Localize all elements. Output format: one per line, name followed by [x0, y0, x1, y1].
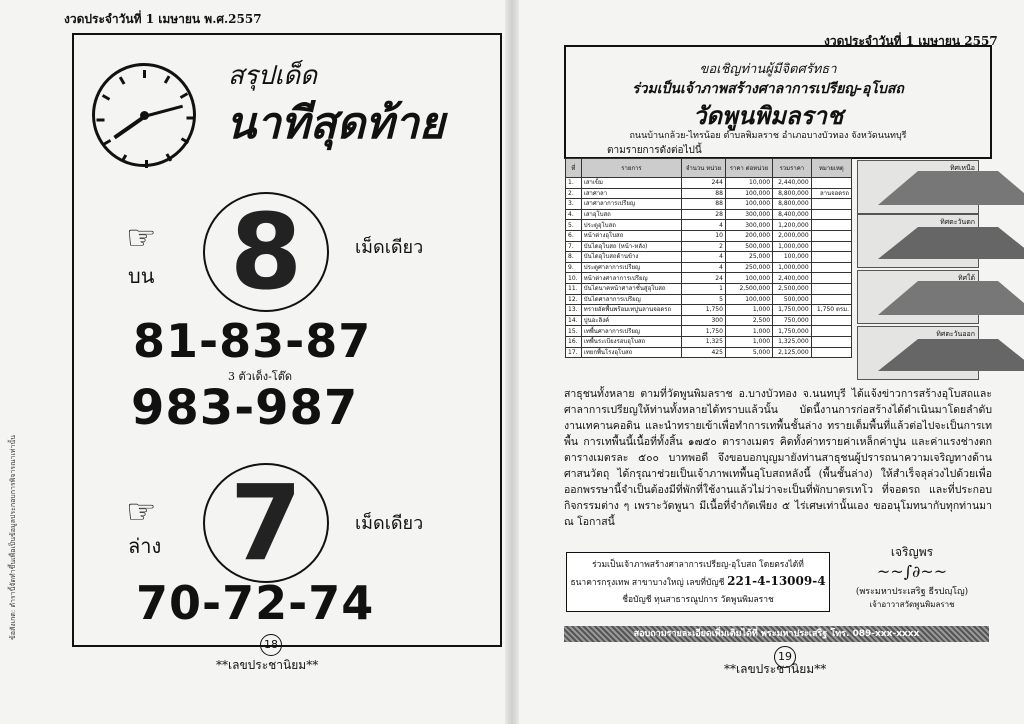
- table-cell: 10,000: [725, 178, 772, 189]
- table-cell: 244: [682, 178, 726, 189]
- table-row: [566, 230, 852, 241]
- table-row: [566, 326, 852, 337]
- bank-line3: ชื่อบัญชี ทุนสาธารณูปการ วัดพูนพิมลราช: [622, 595, 774, 605]
- table-cell: [811, 283, 851, 294]
- top-digit-circle: [203, 192, 329, 312]
- signature-block: [832, 543, 992, 611]
- table-cell: [811, 252, 851, 263]
- table-cell: 300: [682, 315, 726, 326]
- donation-table: [565, 158, 852, 358]
- table-header: ที่: [566, 159, 582, 178]
- table-row: [566, 241, 852, 252]
- table-cell: เทยกพื้นโรงอุโบสถ: [581, 347, 681, 358]
- right-page: [512, 0, 1024, 724]
- table-row: [566, 262, 852, 273]
- table-cell: ประตูศาลาการเปรียญ: [581, 262, 681, 273]
- bank-line2: ธนาคารกรุงเทพ สาขาบางใหญ่ เลขที่บัญชี: [570, 578, 725, 588]
- table-cell: 1,750,000: [773, 326, 812, 337]
- table-row: [566, 199, 852, 210]
- table-cell: 2,440,000: [773, 178, 812, 189]
- table-cell: 9.: [566, 262, 582, 273]
- table-cell: 3.: [566, 199, 582, 210]
- table-row: [566, 305, 852, 316]
- table-cell: [811, 336, 851, 347]
- table-cell: [811, 262, 851, 273]
- table-cell: เทพื้นระเบียงรอบอุโบสถ: [581, 336, 681, 347]
- table-cell: [811, 347, 851, 358]
- table-cell: ลานจอดรถ: [811, 188, 851, 199]
- table-cell: 8,400,000: [773, 209, 812, 220]
- table-cell: 10.: [566, 273, 582, 284]
- table-cell: 2.: [566, 188, 582, 199]
- table-cell: ทรายอัดพื้นพร้อมเทปูนลานจอดรถ: [581, 305, 681, 316]
- table-cell: 1.: [566, 178, 582, 189]
- temple-label: ทิศใต้: [957, 274, 975, 282]
- table-header: จำนวน หน่วย: [682, 159, 726, 178]
- table-cell: 7.: [566, 241, 582, 252]
- table-cell: เทพื้นศาลาการเปรียญ: [581, 326, 681, 337]
- temple-illustration: [857, 214, 979, 268]
- table-cell: [811, 230, 851, 241]
- temple-label: ทิศตะวันออก: [936, 330, 975, 338]
- table-cell: 4: [682, 262, 726, 273]
- table-row: [566, 178, 852, 189]
- table-cell: บันไดอุโบสถด้านข้าง: [581, 252, 681, 263]
- table-cell: 5: [682, 294, 726, 305]
- table-cell: เสาเข็ม: [581, 178, 681, 189]
- right-header: งวดประจำวันที่ 1 เมษายน 2557: [824, 34, 998, 48]
- top-label: บน: [128, 264, 155, 288]
- table-row: [566, 273, 852, 284]
- table-cell: 2,400,000: [773, 273, 812, 284]
- left-footer: **เลขประชานิยม**: [216, 658, 319, 672]
- table-cell: 5,000: [725, 347, 772, 358]
- table-cell: บันไดอุโบสถ (หน้า-หลัง): [581, 241, 681, 252]
- table-cell: 300,000: [725, 220, 772, 231]
- table-row: [566, 188, 852, 199]
- table-row: [566, 336, 852, 347]
- table-cell: 500,000: [773, 294, 812, 305]
- pointing-hand-icon: ☞: [126, 218, 157, 258]
- table-row: [566, 294, 852, 305]
- table-cell: 1,000: [725, 326, 772, 337]
- bottom-numbers: 70-72-74: [136, 576, 375, 630]
- table-row: [566, 252, 852, 263]
- table-cell: [811, 294, 851, 305]
- table-cell: 300,000: [725, 209, 772, 220]
- table-cell: 4.: [566, 209, 582, 220]
- table-cell: 8.: [566, 252, 582, 263]
- table-cell: 2,125,000: [773, 347, 812, 358]
- blessing: เจริญพร: [890, 545, 934, 559]
- table-row: [566, 209, 852, 220]
- table-cell: 500,000: [725, 241, 772, 252]
- table-cell: 1,325: [682, 336, 726, 347]
- bottom-digit: 7: [229, 462, 303, 584]
- table-cell: 100,000: [725, 199, 772, 210]
- top-digit: 8: [229, 191, 303, 313]
- title-line2: นาทีสุดท้าย: [226, 98, 445, 149]
- table-cell: 750,000: [773, 315, 812, 326]
- table-header: รายการ: [581, 159, 681, 178]
- right-footer: **เลขประชานิยม**: [724, 662, 827, 676]
- host-line: ร่วมเป็นเจ้าภาพสร้างศาลาการเปรียญ-อุโบสถ: [632, 81, 904, 97]
- table-cell: 8,800,000: [773, 199, 812, 210]
- table-cell: 6.: [566, 230, 582, 241]
- temple-address: ถนนบ้านกล้วย-ไทรน้อย ตำบลพิมลราช อำเภอบางบัวทอง จังหวัดนนทบุรี: [629, 131, 907, 141]
- table-cell: 88: [682, 188, 726, 199]
- table-header: หมายเหตุ: [811, 159, 851, 178]
- table-cell: 250,000: [725, 262, 772, 273]
- table-cell: 28: [682, 209, 726, 220]
- table-cell: 4: [682, 252, 726, 263]
- table-cell: 5.: [566, 220, 582, 231]
- table-cell: 1,000: [725, 336, 772, 347]
- bank-box: [566, 552, 830, 612]
- table-cell: 17.: [566, 347, 582, 358]
- table-cell: 8,800,000: [773, 188, 812, 199]
- table-cell: 1,000: [725, 305, 772, 316]
- signature: ~~∫∂~~: [876, 562, 948, 581]
- table-cell: 2,500: [725, 315, 772, 326]
- table-cell: 1,000,000: [773, 262, 812, 273]
- table-cell: ปูนอะลิงค์: [581, 315, 681, 326]
- table-cell: [811, 326, 851, 337]
- title-line1: สรุปเด็ด: [228, 61, 317, 91]
- temple-name: วัดพูนพิมลราช: [692, 101, 844, 130]
- table-cell: 100,000: [773, 252, 812, 263]
- table-cell: 4: [682, 220, 726, 231]
- table-cell: 2,500,000: [773, 283, 812, 294]
- signer-name: (พระมหาประเสริฐ ธีรปญฺโญ): [855, 587, 969, 597]
- table-cell: หน้าต่างศาลาการเปรียญ: [581, 273, 681, 284]
- table-cell: 2,500,000: [725, 283, 772, 294]
- table-cell: 200,000: [725, 230, 772, 241]
- table-cell: 24: [682, 273, 726, 284]
- signer-title: เจ้าอาวาสวัดพูนพิมลราช: [869, 600, 955, 609]
- top-single-label: เม็ดเดียว: [355, 237, 424, 258]
- three-digit-caption: 3 ตัวเด็ง-โต๊ด: [228, 370, 293, 383]
- table-cell: 88: [682, 199, 726, 210]
- table-cell: 1: [682, 283, 726, 294]
- table-cell: หน้าต่างอุโบสถ: [581, 230, 681, 241]
- bottom-digit-circle: [203, 463, 329, 583]
- table-cell: 1,750,000: [773, 305, 812, 316]
- account-number: 221-4-13009-4: [727, 574, 826, 588]
- side-note: ข้อสังเกต: ตำรานี้จัดทำขึ้นเพื่อเป็นข้อมูลประกอบการพิจารณาเท่านั้น: [9, 435, 17, 640]
- table-cell: 25,000: [725, 252, 772, 263]
- appeal-paragraph: สาธุชนทั้งหลาย ตามที่วัดพูนพิมลราช อ.บางบัวทอง จ.นนทบุรี ได้แจ้งข่าวการสร้างอุโบสถและศาลาการเปรียญให้ท่านทั้งหลายได้ทราบแล้วนั้น บัดนี้งานการก่อสร้างได้ดำเนินมาโดยลำดับ งานเทคานคอดิน และนำทรายเข้าเพื่อทำการเทพื้นชั้นล่าง ทรายเต็มพื้นที่แล้วต่อไปจะเป็นการเทพื้น การเทพื้นนี้เนื้อที่ทั้งสิ้น ๑๗๕๐ ตารางเมตร คิดทั้งค่าทรายค่าเหล็กค่าปูน และค่าแรงช่างตกตารางเมตรละ ๕๐๐ บาทพอดี จึงขอบอกบุญมายังท่านสาธุชนผู้ปรารถนาความเจริญทางด้านศาสนวัตถุ ได้กรุณาช่วยเป็นเจ้าภาพเทพื้นอุโบสถหลังนี้ (พื้นชั้นล่าง) ให้สำเร็จลุล่วงไปด้วยเพื่อออกพรรษานี้จำเป็นต้องมีที่พักที่ใช้งานแล้วไม่ว่าจะเป็นที่พักบาตรเทโว ที่จอดรถ และที่ประกอบกิจกรรมต่าง ๆ เพราะวัดพูนา มีเนื้อที่จำกัดเพียง ๕ ไร่เศษเท่านั้นเอง ขออนุโมทนากับทุกท่านมา ณ โอกาสนี้: [564, 388, 992, 528]
- table-cell: 1,000,000: [773, 241, 812, 252]
- table-cell: [811, 273, 851, 284]
- table-cell: 2: [682, 241, 726, 252]
- table-cell: บันไดนาคหน้าศาลาชั้นสู่อุโบสถ: [581, 283, 681, 294]
- table-cell: 1,750 ตรม.: [811, 305, 851, 316]
- list-title: ตามรายการดังต่อไปนี้: [607, 145, 702, 156]
- table-cell: บันไดศาลาการเปรียญ: [581, 294, 681, 305]
- table-header: ราคา ต่อหน่วย: [725, 159, 772, 178]
- left-header: งวดประจำวันที่ 1 เมษายน พ.ศ.2557: [64, 12, 262, 26]
- table-cell: 1,325,000: [773, 336, 812, 347]
- table-cell: 13.: [566, 305, 582, 316]
- table-cell: 425: [682, 347, 726, 358]
- temple-illustration: [857, 160, 979, 214]
- table-cell: 16.: [566, 336, 582, 347]
- pointing-hand-icon: ☞: [126, 492, 157, 532]
- table-cell: 10: [682, 230, 726, 241]
- table-cell: 12.: [566, 294, 582, 305]
- clock-icon: [92, 63, 196, 167]
- table-cell: 2,000,000: [773, 230, 812, 241]
- bottom-single-label: เม็ดเดียว: [355, 513, 424, 534]
- contact-banner: สอบถามรายละเอียดเพิ่มเติมได้ที่ พระมหาประเสริฐ โทร. 089-xxx-xxxx: [564, 626, 989, 642]
- table-cell: เสาอุโบสถ: [581, 209, 681, 220]
- table-cell: เสาศาลา: [581, 188, 681, 199]
- bank-line1: ร่วมเป็นเจ้าภาพสร้างศาลาการเปรียญ-อุโบสถ โดยตรงได้ที่: [592, 560, 804, 570]
- table-cell: 1,750: [682, 326, 726, 337]
- temple-illustration: [857, 326, 979, 380]
- table-row: [566, 283, 852, 294]
- temple-label: ทิศตะวันตก: [940, 218, 975, 226]
- bottom-label: ล่าง: [128, 534, 162, 558]
- table-cell: 15.: [566, 326, 582, 337]
- table-row: [566, 220, 852, 231]
- invite-line: ขอเชิญท่านผู้มีจิตศรัทธา: [699, 62, 837, 77]
- temple-illustration: [857, 270, 979, 324]
- table-cell: ประตูอุโบสถ: [581, 220, 681, 231]
- table-cell: 1,750: [682, 305, 726, 316]
- page-number: 18: [260, 634, 282, 656]
- table-cell: 100,000: [725, 294, 772, 305]
- temple-label: ทิศเหนือ: [949, 164, 975, 172]
- table-cell: [811, 209, 851, 220]
- table-cell: เสาศาลาการเปรียญ: [581, 199, 681, 210]
- table-cell: [811, 241, 851, 252]
- page-number: 19: [774, 646, 796, 668]
- table-header: รวมราคา: [773, 159, 812, 178]
- table-row: [566, 347, 852, 358]
- table-cell: [811, 199, 851, 210]
- table-cell: 11.: [566, 283, 582, 294]
- table-cell: 100,000: [725, 188, 772, 199]
- table-cell: [811, 220, 851, 231]
- table-cell: [811, 178, 851, 189]
- table-cell: 14.: [566, 315, 582, 326]
- top-numbers: 81-83-87: [133, 314, 372, 368]
- table-cell: [811, 315, 851, 326]
- table-row: [566, 315, 852, 326]
- table-cell: 1,200,000: [773, 220, 812, 231]
- three-digit-numbers: 983-987: [131, 380, 359, 436]
- table-cell: 100,000: [725, 273, 772, 284]
